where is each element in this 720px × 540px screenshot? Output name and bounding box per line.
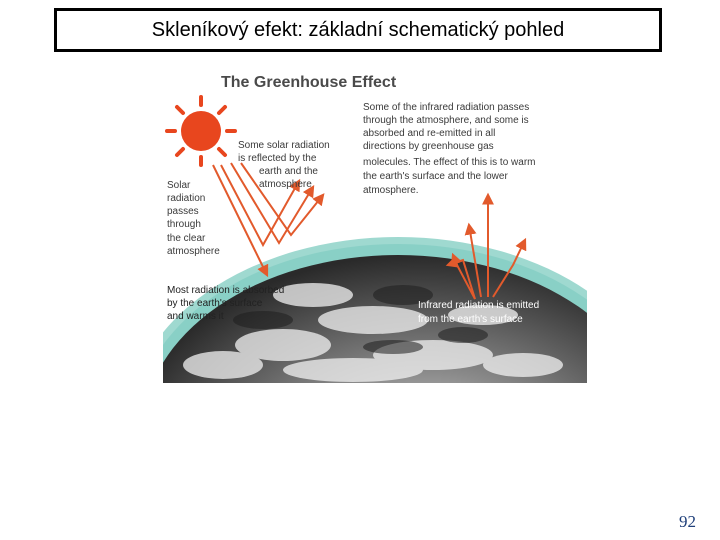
label-infrared-emitted: Infrared radiation is emitted from the earth's surface xyxy=(418,300,540,325)
slide-title-box xyxy=(54,8,662,52)
label-passes: Solar radiation passes through the clear atmosphere xyxy=(167,180,220,257)
slide-title: Skleníkový efekt: základní schematický pohled xyxy=(151,18,565,41)
greenhouse-diagram xyxy=(163,65,587,383)
label-absorbed: Most radiation is absorbed by the earth's surface and warms it xyxy=(167,285,285,322)
page-number: 92 xyxy=(679,512,696,531)
label-infrared-top: Some of the infrared radiation passes through the atmosphere, and some is absorbed and re-emitted in all directions by greenhouse gas molecules. The effect of this is to warm the earth's surface and the lower atmosphere. xyxy=(363,102,536,196)
diagram-heading: The Greenhouse Effect xyxy=(221,74,397,91)
sun-icon xyxy=(167,97,235,165)
label-reflected: Some solar radiation is reflected by the earth and the atmosphere xyxy=(238,140,330,190)
